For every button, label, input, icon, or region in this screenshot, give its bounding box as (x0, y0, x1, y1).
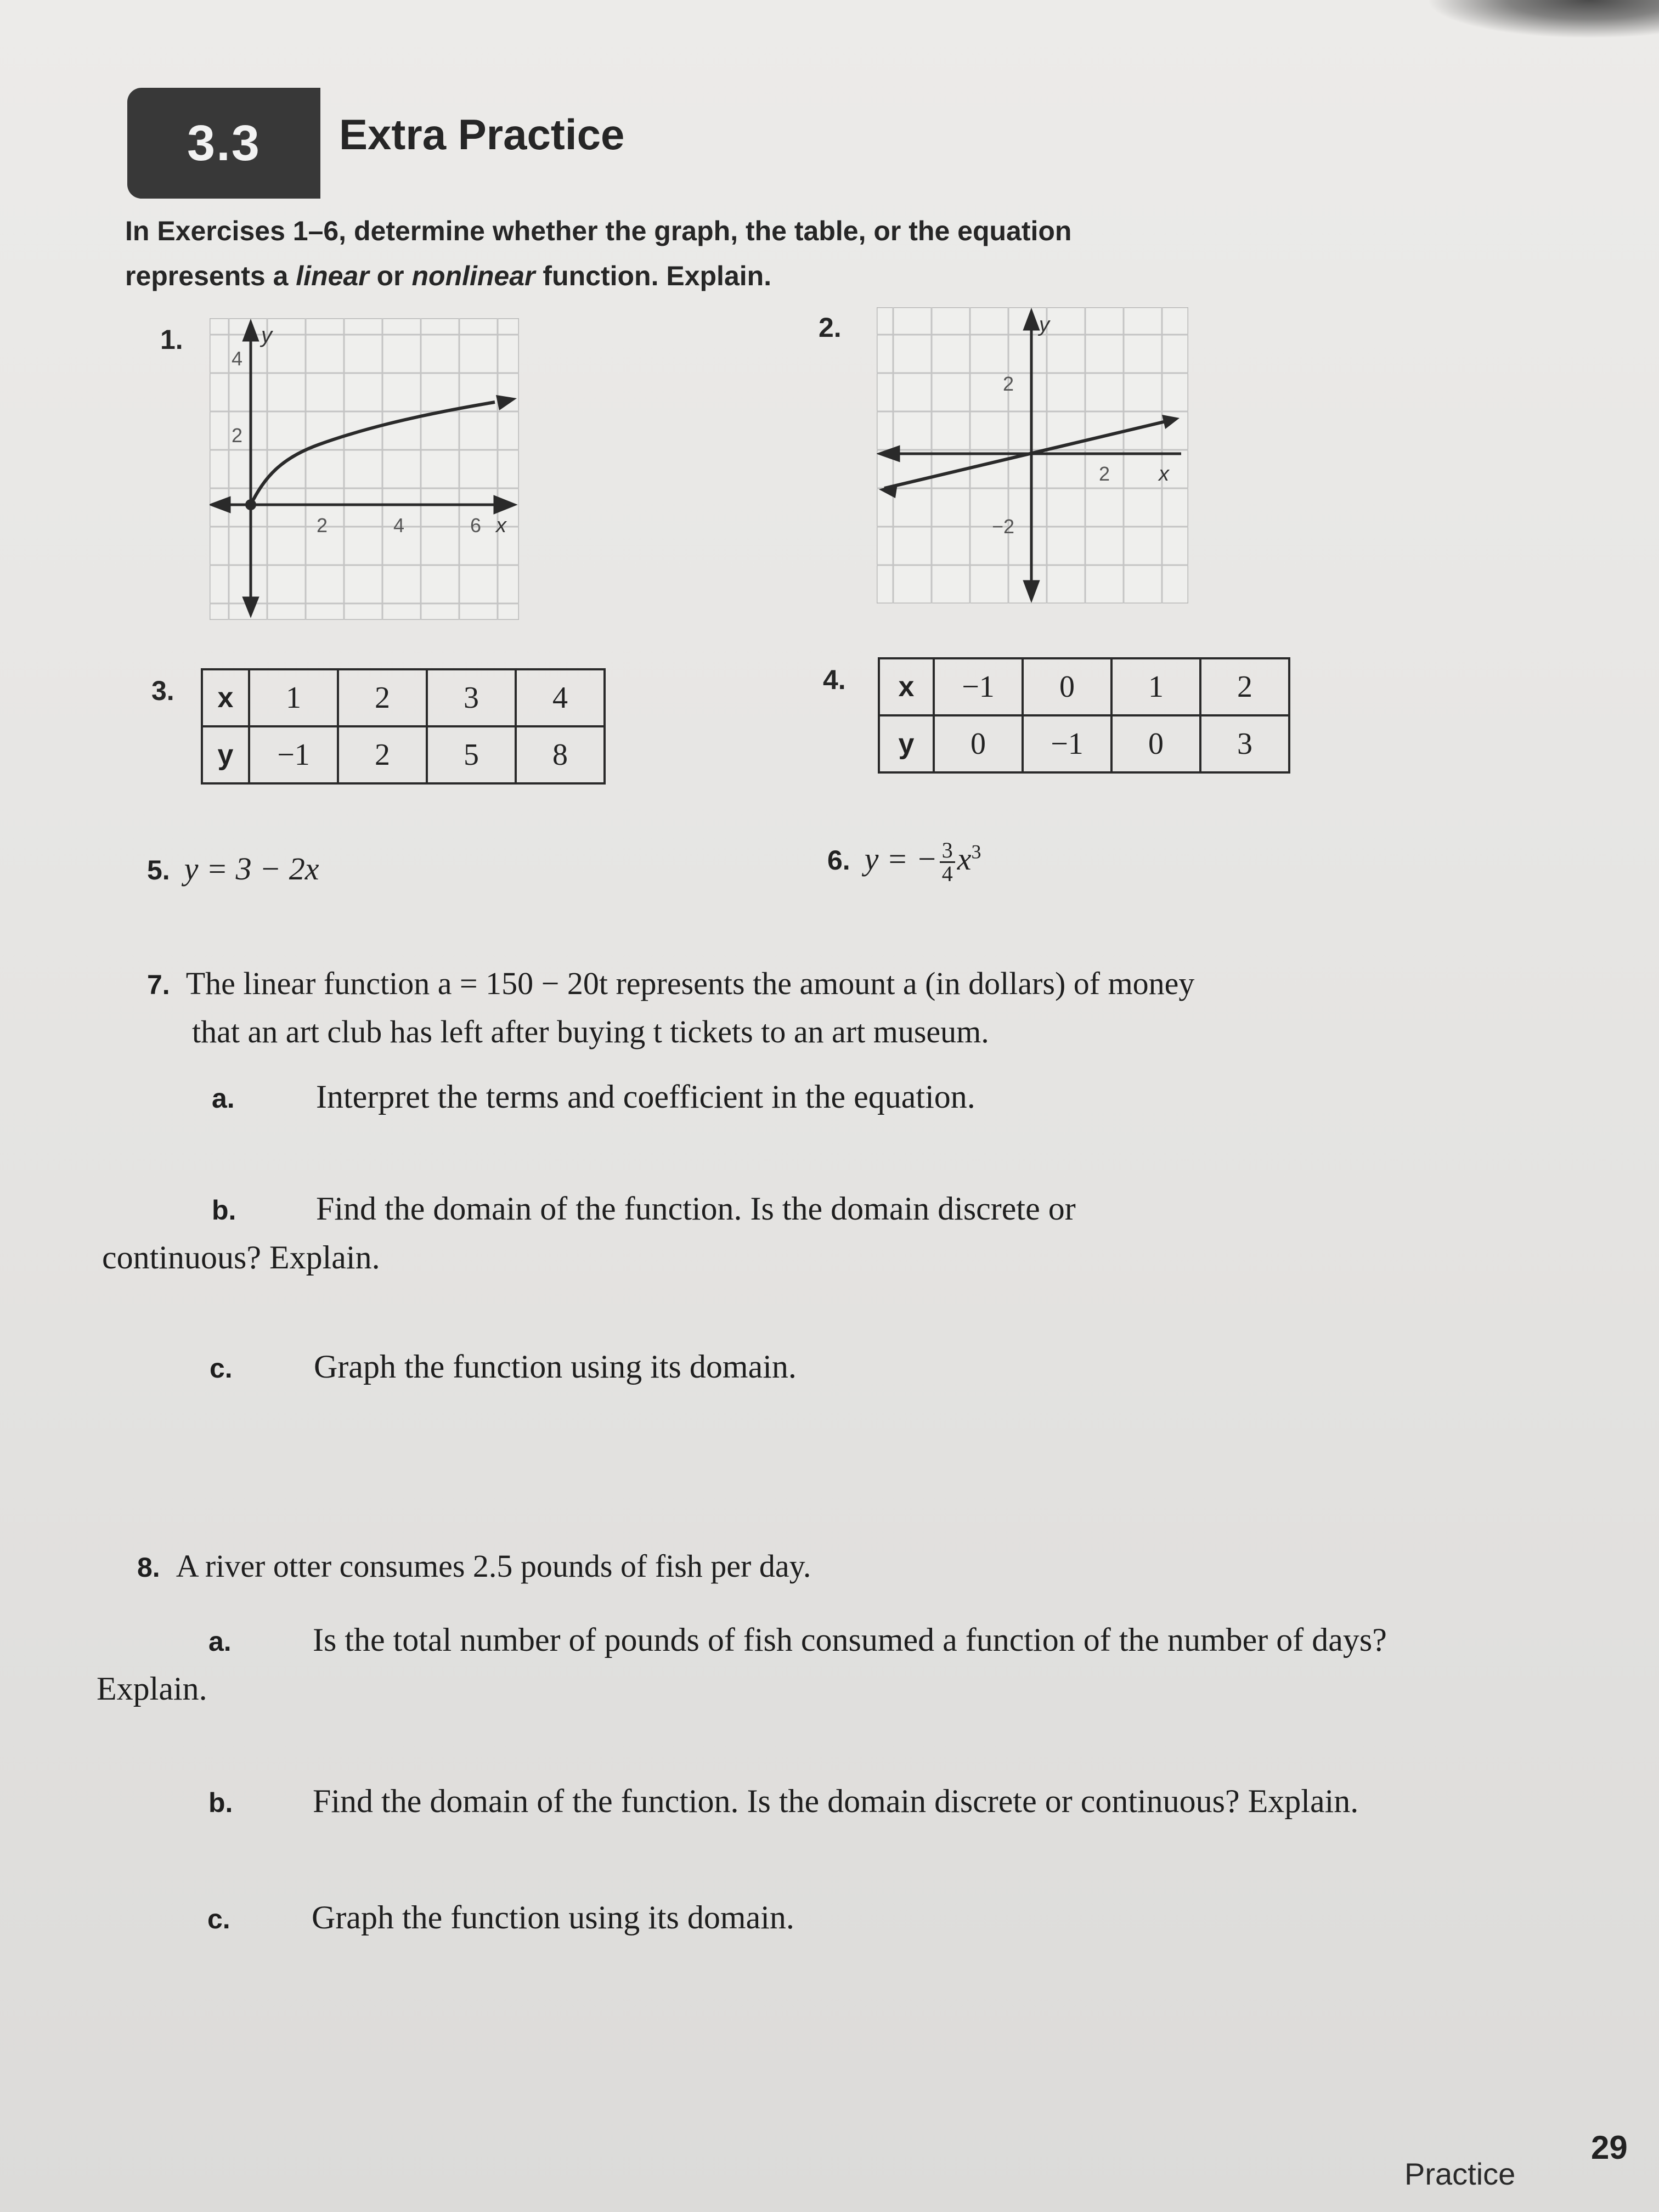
exercise-6 (827, 839, 981, 885)
table-cell: 0 (934, 715, 1023, 772)
exercise-8b (208, 1778, 1358, 1826)
fraction-numerator: 3 (940, 839, 955, 863)
exercise-8a (97, 1616, 1633, 1712)
exercise-2-y-tick: 2 (1003, 373, 1014, 395)
exercise-2-graph (877, 307, 1188, 603)
instructions-linear: linear (296, 261, 369, 291)
exercise-6-number: 6. (827, 844, 850, 876)
exercise-8b-text: Find the domain of the function. Is the domain discrete or continuous? Explain. (313, 1783, 1359, 1819)
table-cell: 3 (427, 669, 516, 726)
page-number: 29 (1591, 2129, 1628, 2166)
exercise-4-table (878, 657, 1290, 774)
table-row (879, 715, 1289, 772)
instructions (125, 208, 1167, 298)
exercise-8c (207, 1894, 794, 1943)
exercise-7a-text: Interpret the terms and coefficient in the equation. (316, 1079, 975, 1115)
table-cell: 0 (1023, 658, 1111, 715)
table-cell: 0 (1111, 715, 1200, 772)
exercise-7b-text: Find the domain of the function. Is the domain discrete or (316, 1190, 1076, 1227)
exercise-2-x-label: x (1159, 462, 1169, 486)
section-title: Extra Practice (339, 110, 625, 159)
table-cell: 4 (516, 669, 605, 726)
exercise-7 (147, 960, 1573, 1056)
exercise-7-text-2: that an art club has left after buying t tickets to an art museum. (192, 1014, 989, 1049)
exercise-1-y-tick: 2 (232, 424, 243, 447)
exercise-7c (210, 1343, 797, 1392)
exercise-1-x-tick: 6 (470, 514, 482, 537)
table-x-header: x (202, 669, 249, 726)
table-cell: 1 (249, 669, 338, 726)
exercise-3-table (201, 668, 606, 785)
table-cell: −1 (249, 726, 338, 783)
exercise-7a (212, 1073, 975, 1122)
exercise-5-number: 5. (147, 855, 170, 885)
table-y-header: y (202, 726, 249, 783)
instructions-mid: or (369, 261, 412, 291)
exercise-6-fraction (940, 839, 955, 885)
exercise-7b-text-2: continuous? Explain. (102, 1239, 380, 1276)
table-cell: −1 (1023, 715, 1111, 772)
exercise-7c-label: c. (210, 1353, 233, 1384)
table-cell: 8 (516, 726, 605, 783)
table-cell: 5 (427, 726, 516, 783)
exercise-8c-text: Graph the function using its domain. (312, 1899, 794, 1936)
exercise-7-number: 7. (147, 969, 170, 1000)
table-cell: 2 (338, 726, 427, 783)
exercise-7-line-1 (147, 960, 1573, 1008)
exercise-1-number: 1. (160, 324, 183, 355)
exercise-2-number: 2. (819, 312, 842, 343)
exercise-7b (102, 1185, 1583, 1281)
exercise-2-y-tick: −2 (992, 515, 1015, 538)
exercise-5-equation: y = 3 − 2x (184, 851, 319, 887)
exercise-3-number: 3. (151, 675, 174, 706)
exercise-2-y-label: y (1039, 313, 1049, 336)
exercise-4-number: 4. (823, 664, 846, 695)
exercise-2-x-tick: 2 (1099, 462, 1110, 485)
table-row (879, 658, 1289, 715)
table-y-header: y (879, 715, 934, 772)
exercise-8-text: A river otter consumes 2.5 pounds of fish per day. (176, 1548, 811, 1584)
exercise-1-y-label: y (261, 323, 272, 347)
exercise-7c-text: Graph the function using its domain. (314, 1348, 797, 1385)
table-cell: 1 (1111, 658, 1200, 715)
exercise-6-lhs: y = − (864, 840, 938, 877)
fraction-denominator: 4 (941, 861, 953, 886)
exercise-8a-label: a. (208, 1626, 232, 1657)
exercise-7b-label: b. (212, 1195, 236, 1226)
exercise-8b-label: b. (208, 1787, 233, 1818)
exercise-6-exponent: 3 (971, 840, 981, 863)
exercise-8 (137, 1543, 811, 1591)
exercise-5 (147, 850, 319, 887)
exercise-8c-label: c. (207, 1904, 230, 1934)
exercise-1-x-label: x (496, 514, 506, 537)
finger-shadow (1426, 0, 1659, 38)
table-x-header: x (879, 658, 934, 715)
exercise-8a-text: Is the total number of pounds of fish consumed a function of the number of days? (313, 1622, 1387, 1658)
instructions-suffix: function. Explain. (535, 261, 772, 291)
exercise-7-text-1: The linear function a = 150 − 20t represents the amount a (in dollars) of money (185, 966, 1195, 1001)
footer-label: Practice (1404, 2157, 1516, 2191)
exercise-1-y-tick: 4 (232, 347, 243, 370)
exercise-1-x-tick: 4 (393, 514, 405, 537)
exercise-8a-text-2: Explain. (97, 1671, 207, 1707)
exercise-6-rhs: x (957, 840, 972, 877)
section-number-badge: 3.3 (127, 88, 320, 199)
instructions-prefix: In Exercises 1–6, determine whether the graph, the table, or the equation represents a (125, 216, 1072, 291)
exercise-7a-label: a. (212, 1083, 235, 1114)
table-cell: −1 (934, 658, 1023, 715)
exercise-1-x-tick: 2 (317, 514, 328, 537)
exercise-8-number: 8. (137, 1552, 160, 1583)
table-cell: 2 (338, 669, 427, 726)
table-cell: 3 (1200, 715, 1289, 772)
table-row (202, 669, 605, 726)
instructions-nonlinear: nonlinear (411, 261, 535, 291)
exercise-1-graph (210, 318, 519, 620)
table-row (202, 726, 605, 783)
table-cell: 2 (1200, 658, 1289, 715)
